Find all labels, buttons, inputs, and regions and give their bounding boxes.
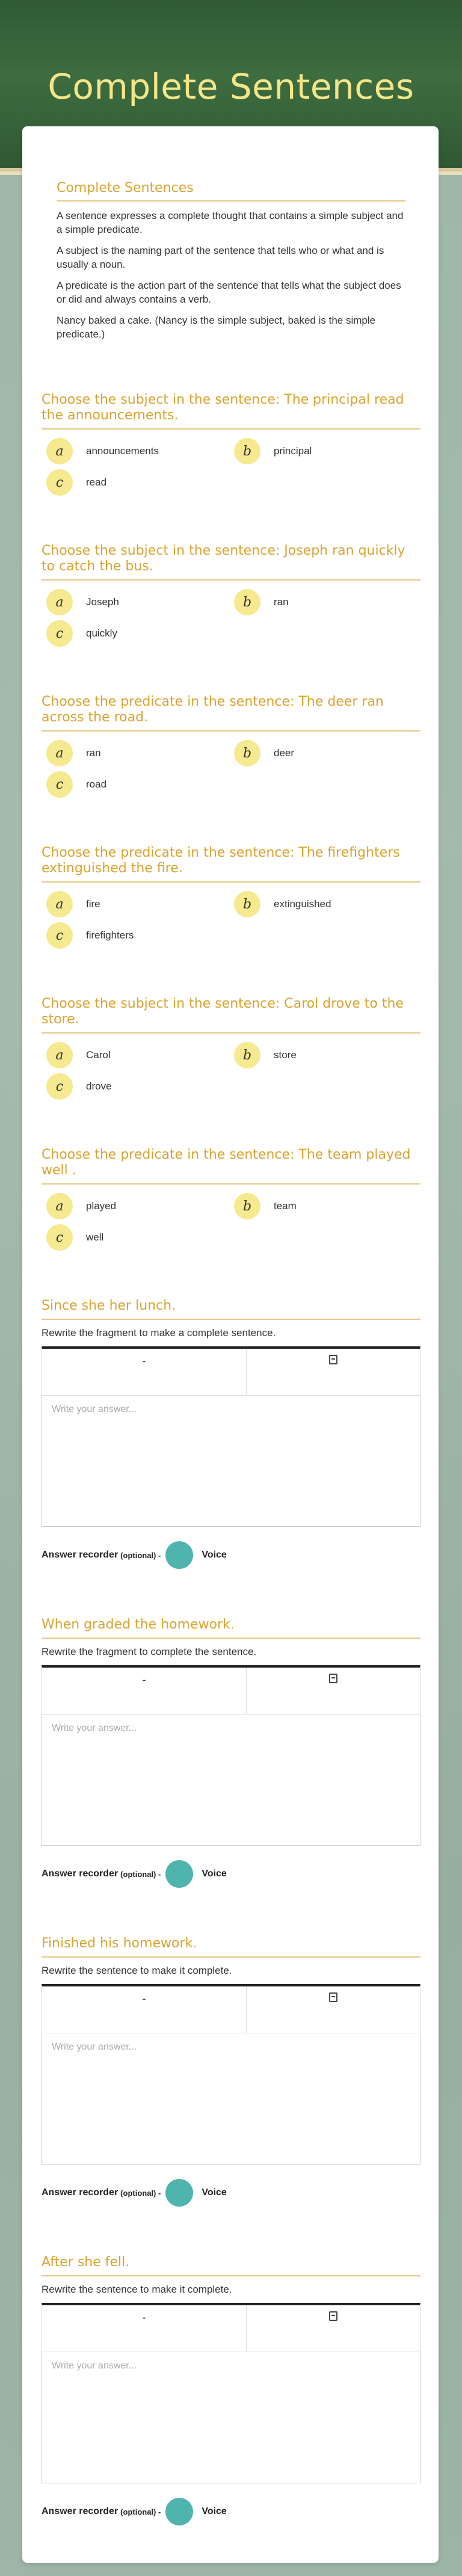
- option-label: Carol: [86, 1049, 111, 1061]
- question-title: After she fell.: [42, 2255, 420, 2276]
- recorder-optional: (optional) -: [120, 2188, 161, 2198]
- question-title: When graded the homework.: [42, 1617, 420, 1639]
- option-a[interactable]: [46, 1042, 111, 1068]
- option-letter: a: [46, 891, 73, 917]
- question-title: Choose the predicate in the sentence: The deer ran across the road.: [42, 694, 420, 732]
- option-label: fire: [86, 898, 100, 910]
- option-label: played: [86, 1200, 117, 1212]
- recorder-label: Answer recorder: [42, 1869, 119, 1879]
- option-a[interactable]: [46, 589, 119, 615]
- recorder-optional: (optional) -: [120, 2507, 161, 2516]
- option-b[interactable]: [234, 1193, 297, 1219]
- option-letter: a: [46, 438, 73, 464]
- answer-table: [42, 1346, 420, 1396]
- instruction: Rewrite the fragment to complete the sentence.: [42, 1646, 257, 1657]
- mc-question: [42, 845, 420, 943]
- option-letter: b: [234, 1042, 260, 1068]
- option-letter: c: [46, 771, 73, 798]
- intro-paragraph: A subject is the naming part of the sentence that tells who or what and is usually a noun.: [57, 245, 384, 270]
- option-b[interactable]: [234, 740, 294, 766]
- instruction: Rewrite the sentence to make it complete.: [42, 1965, 232, 1976]
- option-label: well: [86, 1231, 104, 1243]
- option-label: road: [86, 778, 107, 790]
- option-letter: b: [234, 589, 260, 615]
- recorder-optional: (optional) -: [120, 1550, 161, 1560]
- question-title: Choose the subject in the sentence: Carol drove to the store.: [42, 996, 420, 1034]
- option-label: announcements: [86, 445, 159, 457]
- table-column-label: -: [42, 2305, 247, 2352]
- option-letter: a: [46, 740, 73, 766]
- recorder-label: Answer recorder: [42, 2506, 119, 2516]
- option-label: quickly: [86, 627, 117, 639]
- instruction: Rewrite the fragment to make a complete sentence.: [42, 1327, 276, 1339]
- clipboard-icon[interactable]: [329, 2311, 337, 2321]
- option-letter: a: [46, 1193, 73, 1219]
- recorder-label: Answer recorder: [42, 1550, 119, 1560]
- voice-record-button[interactable]: [165, 1541, 193, 1569]
- mc-question: [42, 996, 420, 1094]
- option-label: ran: [274, 596, 289, 608]
- writing-question: [42, 1936, 420, 2207]
- option-c[interactable]: [46, 771, 106, 798]
- option-c[interactable]: [46, 1073, 112, 1100]
- intro-title: Complete Sentences: [57, 180, 405, 202]
- answer-recorder: [42, 1860, 420, 1888]
- voice-label: Voice: [202, 1869, 227, 1879]
- option-letter: c: [46, 922, 73, 949]
- option-label: extinguished: [274, 898, 331, 910]
- option-label: team: [274, 1200, 297, 1212]
- question-title: Choose the predicate in the sentence: The firefighters extinguished the fire.: [42, 845, 420, 883]
- option-letter: c: [46, 469, 73, 496]
- option-label: principal: [274, 445, 312, 457]
- voice-label: Voice: [202, 2506, 227, 2516]
- option-letter: c: [46, 1073, 73, 1100]
- option-b[interactable]: [234, 1042, 297, 1068]
- page-title: Complete Sentences: [48, 66, 414, 107]
- voice-record-button[interactable]: [165, 2498, 193, 2525]
- option-c[interactable]: [46, 620, 117, 647]
- option-letter: b: [234, 891, 260, 917]
- intro-paragraph: A predicate is the action part of the sentence that tells what the subject does or did and always contains a verb.: [57, 280, 401, 305]
- mc-question: [42, 543, 420, 641]
- question-title: Choose the predicate in the sentence: The team played well .: [42, 1147, 420, 1185]
- question-title: Finished his homework.: [42, 1936, 420, 1958]
- table-column-label: -: [42, 1668, 247, 1714]
- answer-recorder: [42, 1541, 420, 1569]
- option-label: ran: [86, 747, 101, 759]
- answer-table: [42, 1665, 420, 1715]
- worksheet-card: [22, 126, 439, 2563]
- voice-record-button[interactable]: [165, 2179, 193, 2207]
- mc-question: [42, 694, 420, 792]
- writing-question: [42, 1298, 420, 1569]
- option-c[interactable]: [46, 922, 134, 949]
- clipboard-icon[interactable]: [329, 1674, 337, 1683]
- option-a[interactable]: [46, 1193, 116, 1219]
- table-column-label: -: [42, 1349, 247, 1395]
- option-letter: a: [46, 589, 73, 615]
- recorder-optional: (optional) -: [120, 1869, 161, 1879]
- option-label: Joseph: [86, 596, 119, 608]
- option-c[interactable]: [46, 1224, 103, 1251]
- writing-question: [42, 1617, 420, 1888]
- clipboard-icon[interactable]: [329, 1992, 337, 2002]
- answer-recorder: [42, 2179, 420, 2207]
- answer-recorder: [42, 2498, 420, 2525]
- answer-textarea[interactable]: Write your answer...: [42, 2033, 420, 2165]
- question-title: Choose the subject in the sentence: Joseph ran quickly to catch the bus.: [42, 543, 420, 581]
- option-label: drove: [86, 1080, 112, 1092]
- option-letter: b: [234, 1193, 260, 1219]
- option-letter: b: [234, 740, 260, 766]
- voice-label: Voice: [202, 1550, 227, 1560]
- option-letter: c: [46, 1224, 73, 1251]
- option-b[interactable]: [234, 891, 331, 917]
- writing-question: [42, 2255, 420, 2525]
- answer-textarea[interactable]: Write your answer...: [42, 1715, 420, 1846]
- voice-record-button[interactable]: [165, 1860, 193, 1888]
- mc-question: [42, 392, 420, 490]
- mc-question: [42, 1147, 420, 1245]
- answer-textarea[interactable]: Write your answer...: [42, 1396, 420, 1527]
- intro-paragraph: A sentence expresses a complete thought that contains a simple subject and a simple predicate.: [57, 210, 404, 235]
- option-c[interactable]: [46, 469, 106, 496]
- question-title: Since she her lunch.: [42, 1298, 420, 1320]
- answer-table: [42, 2303, 420, 2352]
- instruction: Rewrite the sentence to make it complete.: [42, 2284, 232, 2295]
- answer-textarea[interactable]: Write your answer...: [42, 2352, 420, 2483]
- table-column-label: -: [42, 1986, 247, 2033]
- intro-paragraph: Nancy baked a cake. (Nancy is the simple subject, baked is the simple predicate.): [57, 315, 376, 340]
- option-b[interactable]: [234, 589, 289, 615]
- option-letter: c: [46, 620, 73, 647]
- option-label: store: [274, 1049, 297, 1061]
- option-b[interactable]: [234, 438, 312, 464]
- option-letter: b: [234, 438, 260, 464]
- option-a[interactable]: [46, 740, 101, 766]
- recorder-label: Answer recorder: [42, 2187, 119, 2198]
- question-title: Choose the subject in the sentence: The principal read the announcements.: [42, 392, 420, 430]
- clipboard-icon[interactable]: [329, 1355, 337, 1364]
- option-label: deer: [274, 747, 295, 759]
- answer-table: [42, 1984, 420, 2033]
- option-a[interactable]: [46, 891, 100, 917]
- option-a[interactable]: [46, 438, 159, 464]
- option-letter: a: [46, 1042, 73, 1068]
- option-label: firefighters: [86, 929, 134, 941]
- option-label: read: [86, 476, 107, 488]
- intro-section: [57, 180, 405, 341]
- voice-label: Voice: [202, 2187, 227, 2198]
